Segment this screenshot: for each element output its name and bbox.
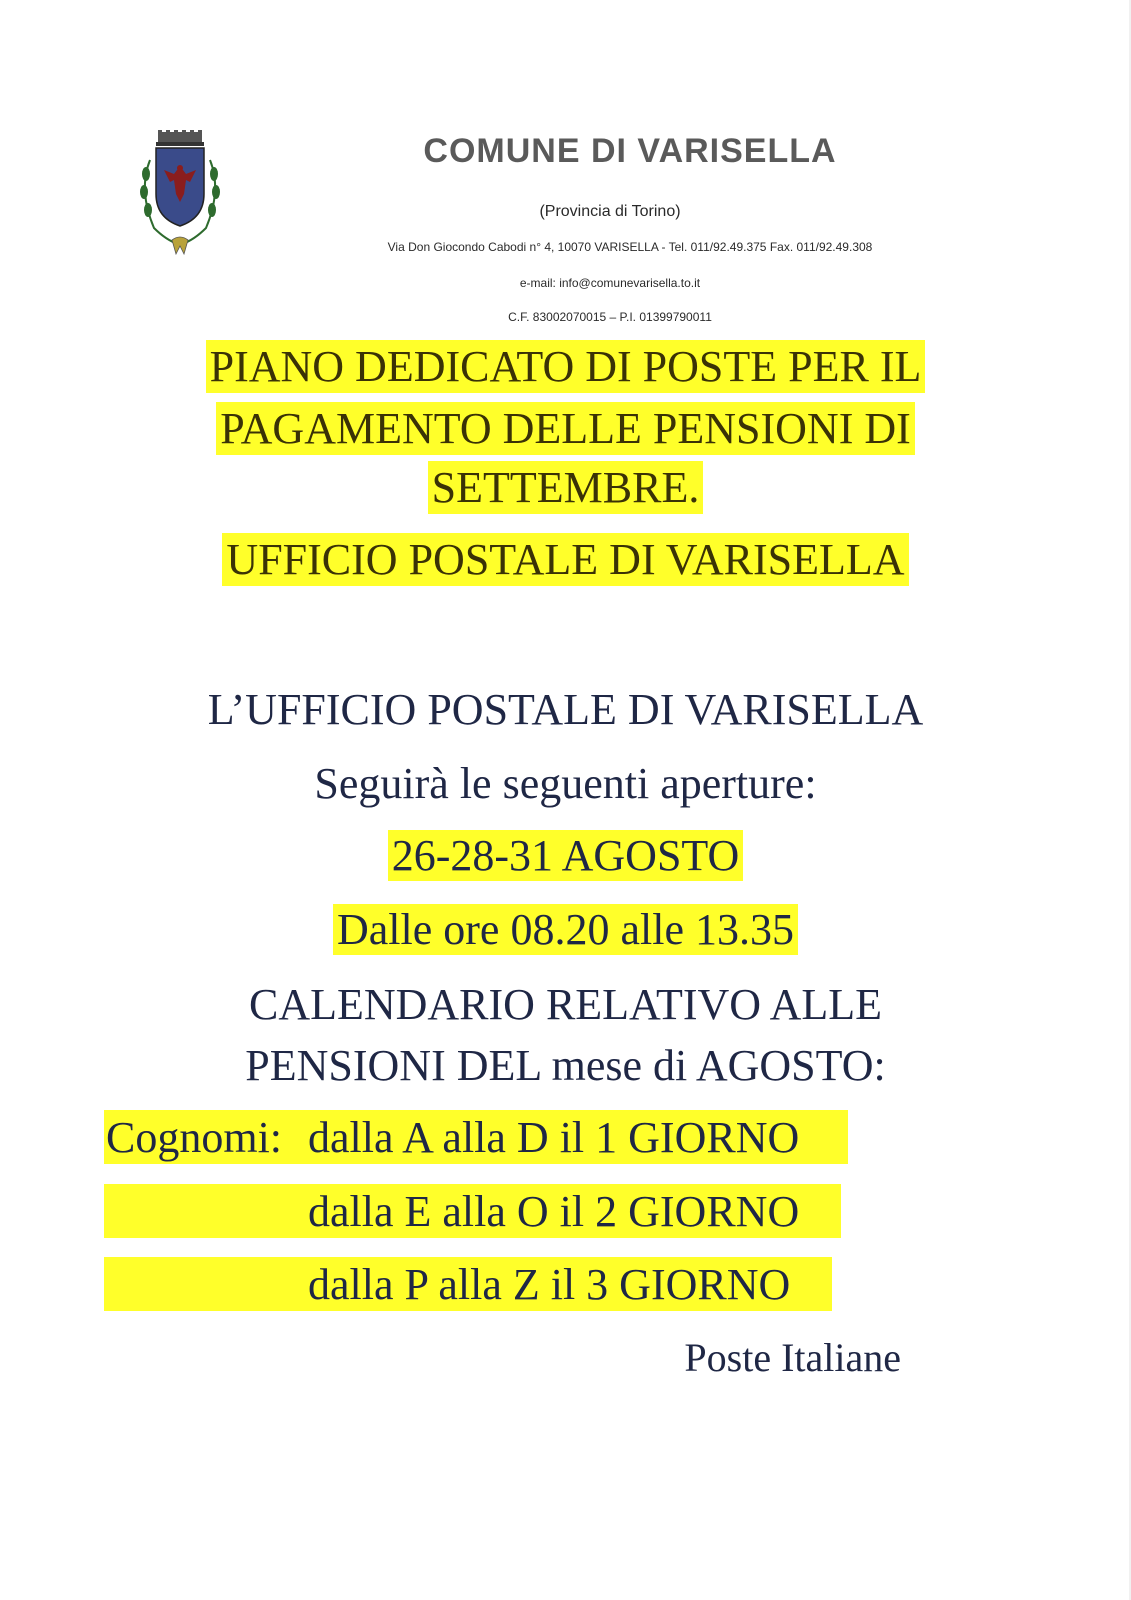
signature: Poste Italiane — [684, 1335, 901, 1380]
calendar-heading-2: PENSIONI DEL mese di AGOSTO: — [245, 1041, 886, 1090]
province-line: (Provincia di Torino) — [539, 203, 681, 220]
email-line: e-mail: info@comunevarisella.to.it — [519, 276, 701, 290]
municipality-name: COMUNE DI VARISELLA — [423, 132, 837, 170]
opening-dates-text: 26-28-31 AGOSTO — [388, 830, 744, 881]
headline-office-text: UFFICIO POSTALE DI VARISELLA — [222, 533, 908, 586]
headline-line-2 — [0, 404, 1131, 453]
opening-hours-text: Dalle ore 08.20 alle 13.35 — [333, 904, 798, 955]
tax-id-line: C.F. 83002070015 – P.I. 01399790011 — [508, 310, 712, 324]
schedule-label: Cognomi: — [106, 1113, 283, 1162]
schedule-row-1: dalla A alla D il 1 GIORNO — [308, 1113, 800, 1162]
calendar-heading-1: CALENDARIO RELATIVO ALLE — [248, 980, 883, 1029]
headline-line-1 — [0, 342, 1131, 391]
headline-office — [0, 535, 1131, 584]
address-line: Via Don Giocondo Cabodi n° 4, 10070 VARISELLA - Tel. 011/92.49.375 Fax. 011/92.49.308 — [387, 240, 873, 254]
headline-line-3 — [0, 463, 1131, 512]
opening-dates — [0, 831, 1131, 880]
schedule-row-3: dalla P alla Z il 3 GIORNO — [308, 1260, 791, 1309]
headline-line-1-text: PIANO DEDICATO DI POSTE PER IL — [206, 340, 926, 393]
headline-line-3-text: SETTEMBRE. — [428, 461, 704, 514]
coat-of-arms-icon — [130, 130, 230, 260]
headline-line-2-text: PAGAMENTO DELLE PENSIONI DI — [216, 402, 915, 455]
schedule-row-2: dalla E alla O il 2 GIORNO — [308, 1187, 800, 1236]
office-line: L’UFFICIO POSTALE DI VARISELLA — [207, 685, 924, 734]
opening-hours — [0, 905, 1131, 954]
openings-intro: Seguirà le seguenti aperture: — [314, 759, 817, 808]
